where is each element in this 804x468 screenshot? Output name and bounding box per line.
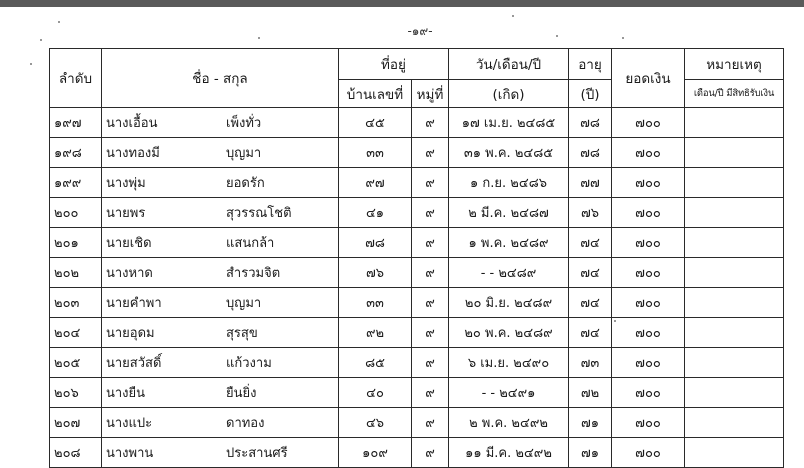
cell-house-no: ๓๓: [339, 138, 412, 168]
cell-birth: ๓๑ พ.ค. ๒๔๘๕: [449, 138, 569, 168]
cell-birth: ๒ มี.ค. ๒๔๘๗: [449, 198, 569, 228]
cell-remark: [685, 348, 784, 378]
cell-birth: - - ๒๔๘๙: [449, 258, 569, 288]
cell-remark: [685, 198, 784, 228]
cell-fullname: [102, 228, 339, 258]
cell-name: นายอุดม: [106, 326, 155, 341]
page-number: -๑๙-: [407, 24, 433, 38]
header-moo: หมู่ที่: [412, 80, 449, 108]
cell-order: ๒๐๔: [50, 318, 102, 348]
window-top-bar: [0, 0, 804, 7]
cell-amount: ๗๐๐: [612, 288, 685, 318]
table-row: [50, 138, 784, 168]
cell-house-no: ๗๖: [339, 258, 412, 288]
table-row: [50, 408, 784, 438]
cell-remark: [685, 108, 784, 138]
cell-moo: ๙: [412, 348, 449, 378]
cell-birth: ๒๐ มิ.ย. ๒๔๘๙: [449, 288, 569, 318]
cell-birth: ๒๐ พ.ค. ๒๔๘๙: [449, 318, 569, 348]
cell-name: นางพุ่ม: [106, 176, 146, 191]
header-age: อายุ: [569, 49, 612, 80]
cell-amount: ๗๐๐: [612, 408, 685, 438]
cell-house-no: ๓๓: [339, 288, 412, 318]
header-row: [50, 49, 784, 80]
cell-moo: ๙: [412, 408, 449, 438]
table-row: [50, 288, 784, 318]
cell-moo: ๙: [412, 258, 449, 288]
cell-moo: ๙: [412, 378, 449, 408]
scan-speck: [30, 63, 32, 65]
cell-name: นางหาด: [106, 266, 153, 281]
cell-amount: ๗๐๐: [612, 168, 685, 198]
cell-birth: ๖ เม.ย. ๒๔๙๐: [449, 348, 569, 378]
table-row: [50, 318, 784, 348]
cell-age: ๗๔: [569, 228, 612, 258]
cell-order: ๒๐๑: [50, 228, 102, 258]
cell-remark: [685, 438, 784, 468]
cell-house-no: ๔๑: [339, 198, 412, 228]
header-address: ที่อยู่: [339, 49, 449, 80]
cell-name: นายเชิด: [106, 236, 152, 251]
cell-amount: ๗๐๐: [612, 348, 685, 378]
scan-speck: [622, 37, 624, 39]
cell-order: ๑๙๘: [50, 138, 102, 168]
cell-age: ๗๘: [569, 138, 612, 168]
header-name: ชื่อ - สกุล: [102, 49, 339, 108]
cell-fullname: [102, 408, 339, 438]
cell-name: นายพร: [106, 206, 146, 221]
cell-age: ๗๑: [569, 438, 612, 468]
cell-order: ๒๐๗: [50, 408, 102, 438]
cell-surname: ยอดรัก: [226, 176, 265, 191]
table-row: [50, 228, 784, 258]
header-birth: วัน/เดือน/ปี: [449, 49, 569, 80]
cell-surname: บุญมา: [226, 296, 262, 311]
cell-amount: ๗๐๐: [612, 198, 685, 228]
table-row: [50, 258, 784, 288]
cell-surname: ยืนยิ่ง: [226, 386, 257, 401]
cell-moo: ๙: [412, 198, 449, 228]
cell-remark: [685, 258, 784, 288]
cell-birth: ๑๗ เม.ย. ๒๔๘๕: [449, 108, 569, 138]
cell-order: ๒๐๒: [50, 258, 102, 288]
cell-age: ๗๔: [569, 258, 612, 288]
cell-remark: [685, 228, 784, 258]
table-row: [50, 438, 784, 468]
cell-surname: เพ็งทั่ว: [226, 116, 262, 131]
header-house-no: บ้านเลขที่: [339, 80, 412, 108]
cell-amount: ๗๐๐: [612, 378, 685, 408]
cell-amount: ๗๐๐: [612, 438, 685, 468]
cell-remark: [685, 408, 784, 438]
scan-speck: [40, 39, 42, 41]
cell-name: นางเอื้อน: [106, 116, 158, 131]
cell-order: ๒๐๖: [50, 378, 102, 408]
cell-name: นางพาน: [106, 446, 154, 461]
cell-amount: ๗๐๐: [612, 138, 685, 168]
cell-surname: สำรวมจิต: [226, 266, 281, 281]
cell-birth: - - ๒๔๙๑: [449, 378, 569, 408]
elderly-allowance-table: [49, 48, 784, 468]
cell-surname: สุวรรณโชติ: [226, 206, 292, 221]
header-amount: ยอดเงิน: [612, 49, 685, 108]
cell-remark: [685, 168, 784, 198]
cell-order: ๒๐๘: [50, 438, 102, 468]
cell-surname: ดาทอง: [226, 416, 265, 431]
cell-order: ๒๐๓: [50, 288, 102, 318]
cell-age: ๗๔: [569, 288, 612, 318]
scan-speck: [258, 37, 260, 39]
scan-speck: [512, 15, 514, 17]
cell-order: ๒๐๕: [50, 348, 102, 378]
cell-moo: ๙: [412, 138, 449, 168]
cell-surname: แก้วงาม: [226, 356, 272, 371]
cell-fullname: [102, 378, 339, 408]
cell-moo: ๙: [412, 228, 449, 258]
header-remark: หมายเหตุ: [685, 49, 784, 80]
table-row: [50, 108, 784, 138]
cell-order: ๑๙๗: [50, 108, 102, 138]
cell-moo: ๙: [412, 168, 449, 198]
cell-fullname: [102, 108, 339, 138]
cell-amount: ๗๐๐: [612, 258, 685, 288]
table-row: [50, 378, 784, 408]
cell-name: นางยืน: [106, 386, 146, 401]
cell-moo: ๙: [412, 288, 449, 318]
cell-moo: ๙: [412, 438, 449, 468]
cell-surname: บุญมา: [226, 146, 262, 161]
table-body: [50, 108, 784, 468]
cell-amount: ๗๐๐: [612, 228, 685, 258]
cell-remark: [685, 138, 784, 168]
cell-surname: แสนกล้า: [226, 236, 275, 251]
cell-fullname: [102, 258, 339, 288]
cell-order: ๑๙๙: [50, 168, 102, 198]
cell-amount: ๗๐๐: [612, 108, 685, 138]
cell-fullname: [102, 138, 339, 168]
cell-house-no: ๔๐: [339, 378, 412, 408]
cell-age: ๗๔: [569, 318, 612, 348]
cell-surname: สุรสุข: [226, 326, 258, 341]
cell-age: ๗๖: [569, 198, 612, 228]
cell-name: นางทองมี: [106, 146, 160, 161]
cell-age: ๗๑: [569, 408, 612, 438]
cell-birth: ๒ พ.ค. ๒๔๙๒: [449, 408, 569, 438]
header-age-sub: (ปี): [569, 80, 612, 108]
scan-speck: [556, 35, 558, 37]
cell-name: นายสวัสดิ์: [106, 356, 162, 371]
cell-age: ๗๗: [569, 168, 612, 198]
cell-moo: ๙: [412, 108, 449, 138]
cell-fullname: [102, 438, 339, 468]
cell-birth: ๑ พ.ค. ๒๔๘๙: [449, 228, 569, 258]
cell-age: ๗๒: [569, 378, 612, 408]
cell-house-no: ๔๖: [339, 408, 412, 438]
cell-fullname: [102, 348, 339, 378]
cell-house-no: ๗๘: [339, 228, 412, 258]
cell-fullname: [102, 168, 339, 198]
cell-house-no: ๘๕: [339, 348, 412, 378]
cell-birth: ๑ ก.ย. ๒๔๘๖: [449, 168, 569, 198]
cell-house-no: ๑๐๙: [339, 438, 412, 468]
cell-amount: ๗๐๐: [612, 318, 685, 348]
header-birth-sub: (เกิด): [449, 80, 569, 108]
cell-surname: ประสานศรี: [226, 446, 288, 461]
cell-moo: ๙: [412, 318, 449, 348]
cell-fullname: [102, 198, 339, 228]
header-remark-sub: เดือน/ปี มีสิทธิรับเงิน: [685, 80, 784, 108]
table-row: [50, 168, 784, 198]
cell-name: นางแปะ: [106, 416, 153, 431]
cell-name: นายคำพา: [106, 296, 162, 311]
cell-order: ๒๐๐: [50, 198, 102, 228]
cell-birth: ๑๑ มี.ค. ๒๔๙๒: [449, 438, 569, 468]
cell-house-no: ๔๕: [339, 108, 412, 138]
header-order: ลำดับ: [50, 49, 102, 108]
cell-remark: [685, 318, 784, 348]
cell-age: ๗๘: [569, 108, 612, 138]
cell-remark: [685, 378, 784, 408]
cell-fullname: [102, 288, 339, 318]
table-row: [50, 348, 784, 378]
scan-speck: [58, 21, 60, 23]
cell-age: ๗๓: [569, 348, 612, 378]
cell-fullname: [102, 318, 339, 348]
cell-house-no: ๙๒: [339, 318, 412, 348]
cell-house-no: ๙๗: [339, 168, 412, 198]
table-row: [50, 198, 784, 228]
cell-remark: [685, 288, 784, 318]
